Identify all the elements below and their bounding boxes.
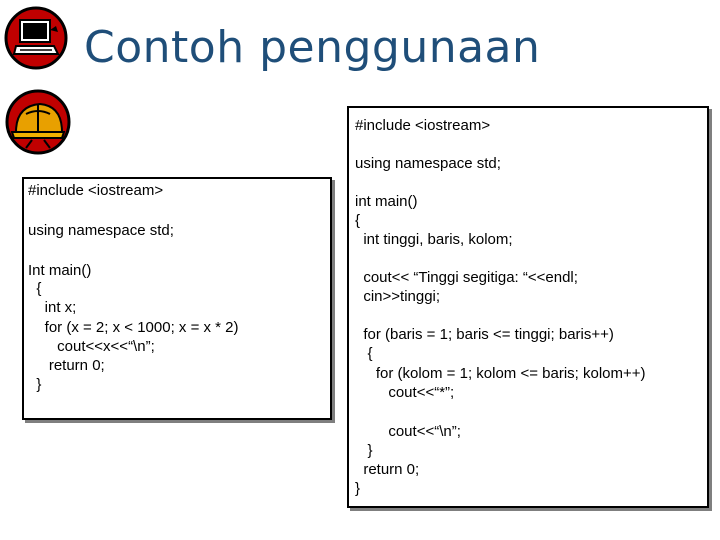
- left-code-line: {: [28, 280, 42, 297]
- left-code-line: cout<<x<<“\n”;: [28, 338, 155, 355]
- right-code-line: int tinggi, baris, kolom;: [355, 231, 513, 248]
- right-code-line: cout<<“*”;: [355, 384, 455, 401]
- left-code-line: return 0;: [28, 357, 105, 374]
- left-code-line: Int main(): [28, 262, 92, 279]
- left-code-line: #include <iostream>: [28, 182, 164, 199]
- left-code-line: for (x = 2; x < 1000; x = x * 2): [28, 319, 239, 336]
- right-code-line: {: [355, 345, 373, 362]
- right-code-line: for (kolom = 1; kolom <= baris; kolom++): [355, 365, 646, 382]
- slide-title: Contoh penggunaan: [84, 22, 541, 73]
- right-code-line: cin>>tinggi;: [355, 288, 441, 305]
- right-code-line: cout<<“\n”;: [355, 423, 461, 440]
- left-code-line: int x;: [28, 299, 77, 316]
- right-code-line: {: [355, 212, 361, 229]
- computer-icon: [4, 6, 68, 70]
- right-code-line: int main(): [355, 193, 418, 210]
- right-code-line: for (baris = 1; baris <= tinggi; baris++): [355, 326, 614, 343]
- right-code-line: }: [355, 480, 361, 497]
- left-code-line: using namespace std;: [28, 222, 174, 239]
- right-code-line: using namespace std;: [355, 155, 501, 172]
- right-code-line: return 0;: [355, 461, 420, 478]
- right-code-line: #include <iostream>: [355, 117, 491, 134]
- right-code-line: }: [355, 442, 373, 459]
- left-code-line: }: [28, 376, 42, 393]
- hard-hat-icon: [4, 88, 72, 156]
- right-code-line: cout<< “Tinggi segitiga: “<<endl;: [355, 269, 578, 286]
